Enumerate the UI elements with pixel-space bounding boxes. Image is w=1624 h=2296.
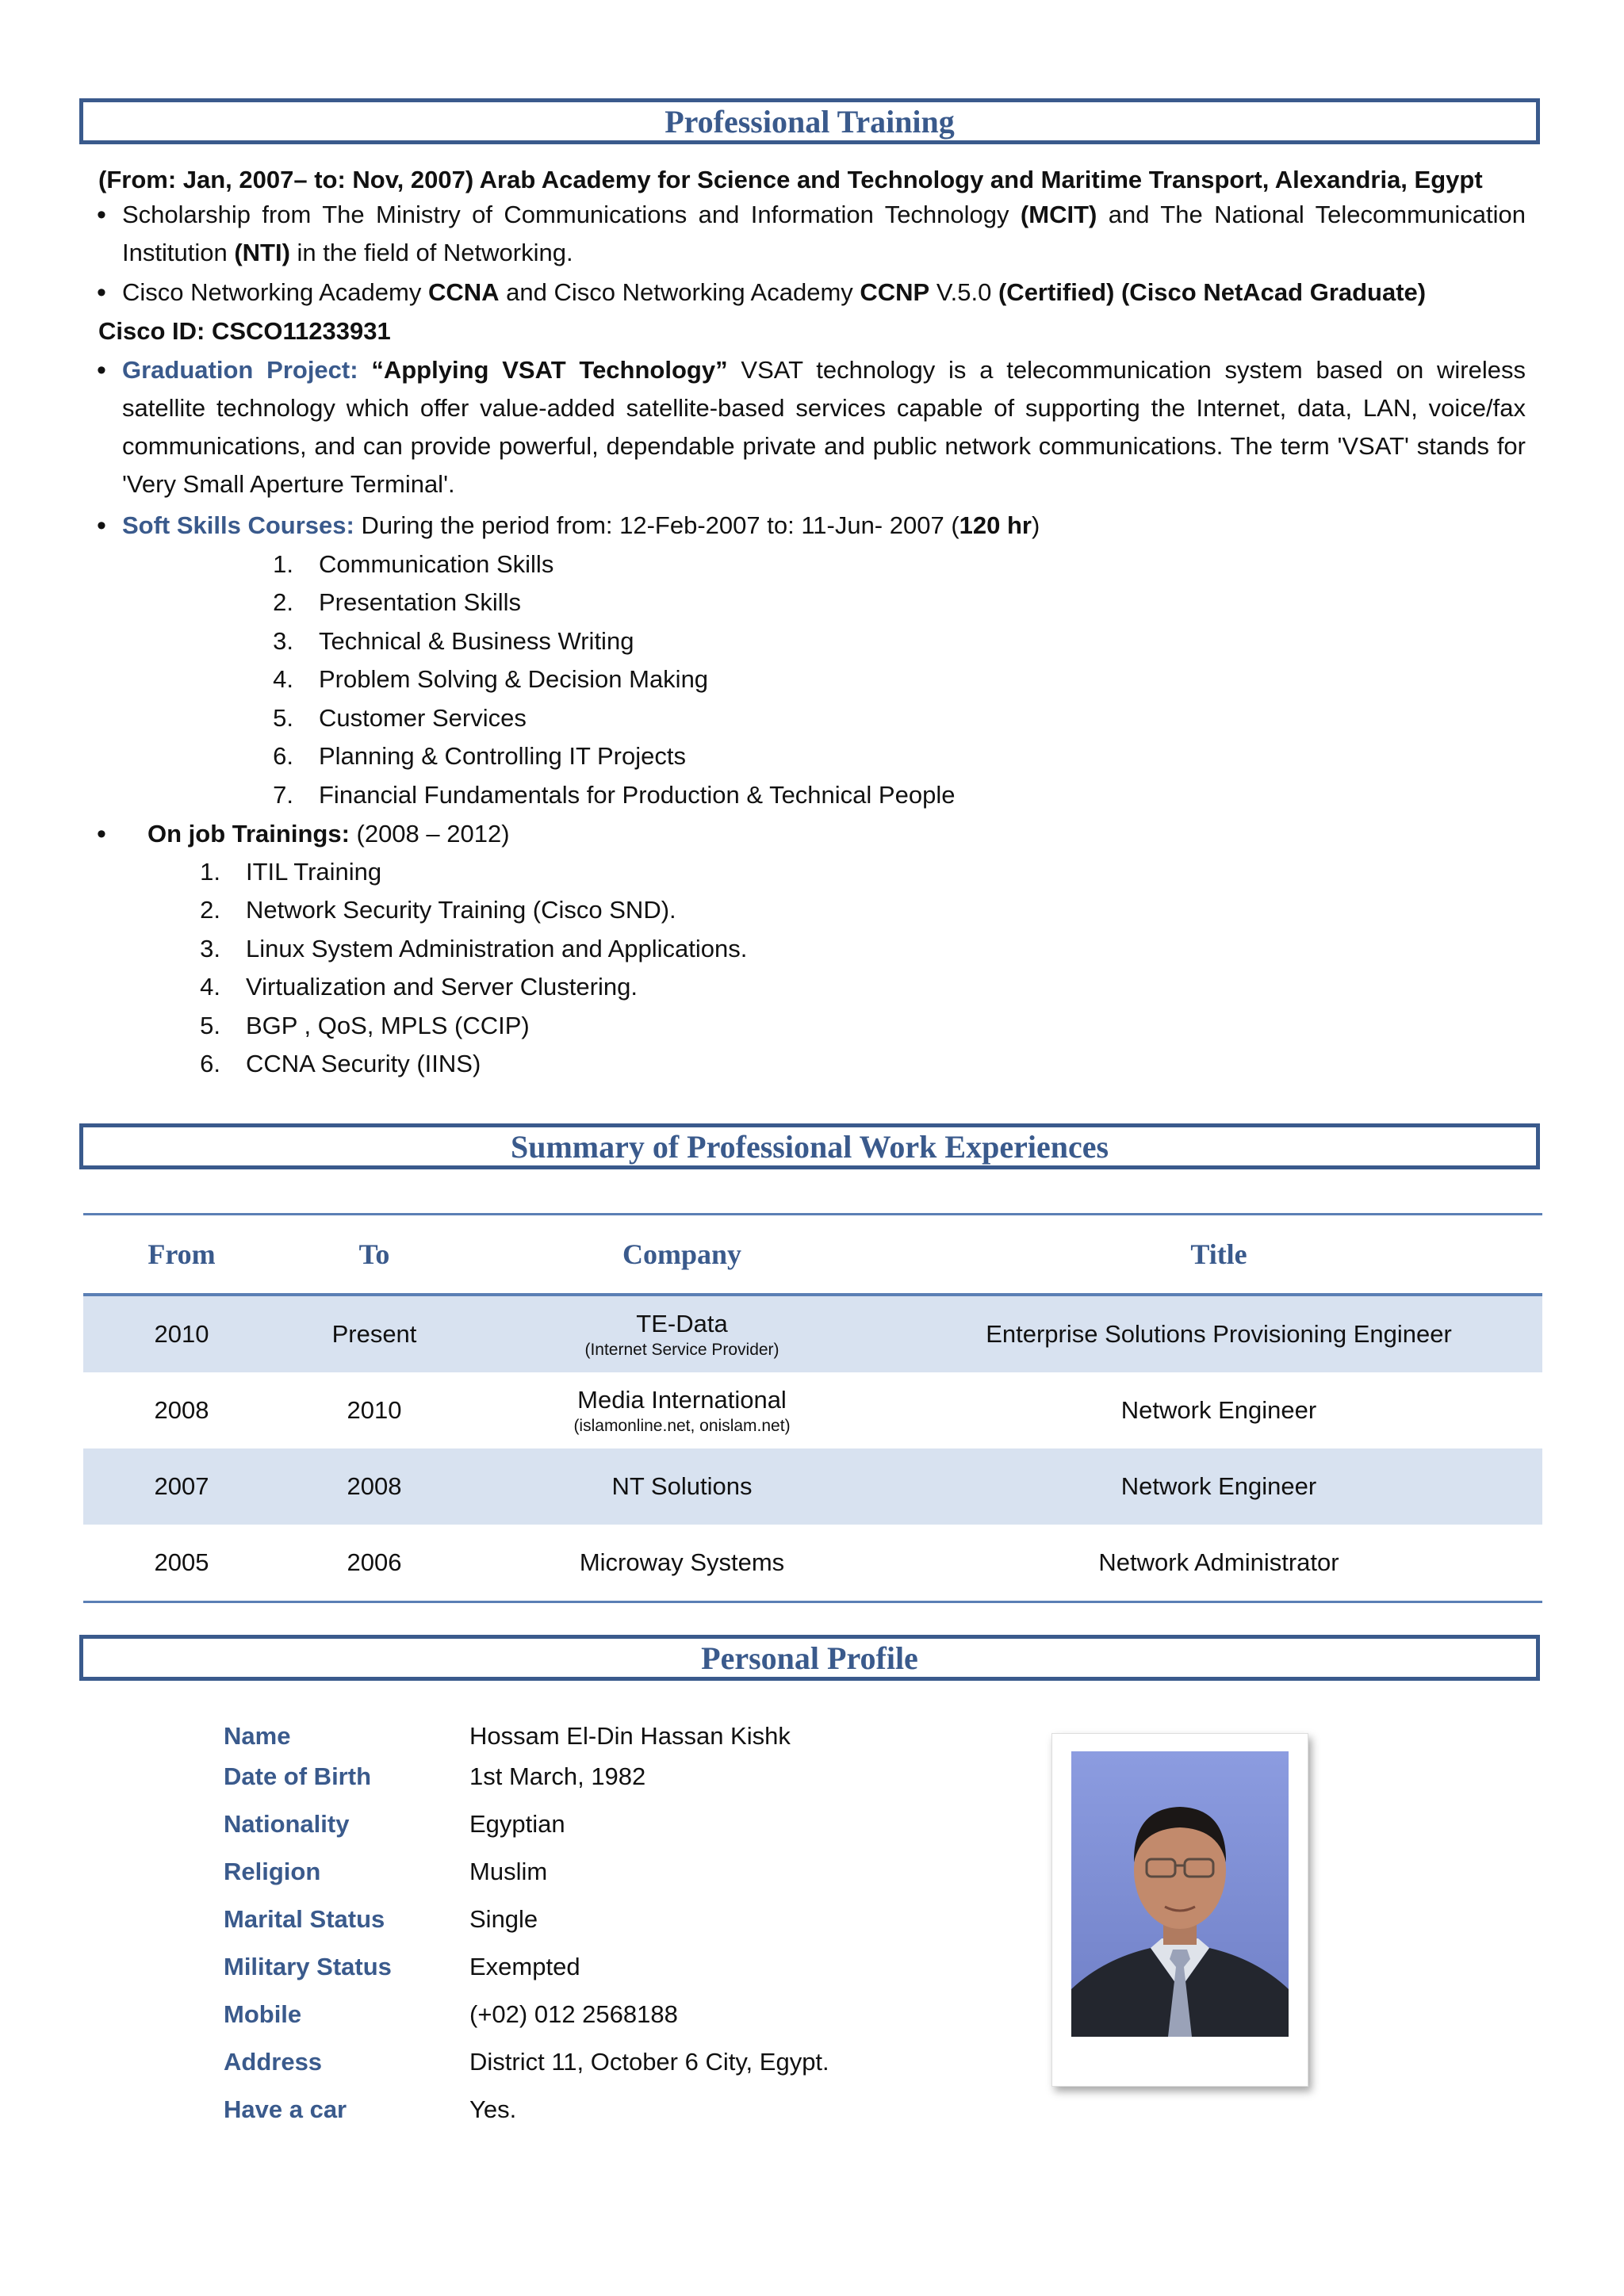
profile-value-religion: Muslim	[469, 1858, 548, 1885]
table-row	[83, 1448, 1542, 1525]
column-header-to: To	[280, 1215, 469, 1295]
list-item: Technical & Business Writing	[319, 627, 634, 655]
bullet-icon: •	[97, 200, 106, 230]
cell-from: 2010	[83, 1295, 280, 1372]
profile-photo	[1071, 1751, 1289, 2037]
list-item: Communication Skills	[319, 550, 554, 578]
list-number: 7.	[273, 781, 293, 809]
profile-label-military-status: Military Status	[224, 1953, 392, 1980]
table-header-row	[83, 1215, 1542, 1295]
cell-company	[469, 1295, 895, 1372]
profile-label-mobile: Mobile	[224, 2000, 302, 2028]
list-number: 3.	[200, 935, 220, 962]
column-header-title: Title	[895, 1215, 1542, 1295]
list-number: 5.	[200, 1012, 220, 1039]
profile-value-dob: 1st March, 1982	[469, 1762, 646, 1790]
list-number: 2.	[273, 588, 293, 616]
on-job-trainings-text: On job Trainings: (2008 – 2012)	[147, 820, 510, 848]
cell-title: Enterprise Solutions Provisioning Engineer	[895, 1295, 1542, 1372]
list-item: Customer Services	[319, 704, 527, 732]
profile-label-nationality: Nationality	[224, 1810, 350, 1838]
list-number: 6.	[200, 1050, 220, 1077]
list-number: 6.	[273, 742, 293, 770]
cell-title: Network Engineer	[1120, 1396, 1317, 1424]
company-note: (islamonline.net, onislam.net)	[573, 1417, 791, 1435]
company-name: Media International	[577, 1386, 787, 1414]
column-header-from: From	[83, 1215, 280, 1295]
list-item: Presentation Skills	[319, 588, 522, 616]
cisco-id: Cisco ID: CSCO11233931	[98, 317, 391, 345]
profile-value-military-status: Exempted	[469, 1953, 580, 1980]
cell-company	[469, 1372, 895, 1448]
section-title-training: Professional Training	[79, 98, 1540, 144]
experience-table	[83, 1213, 1542, 1603]
bullet-icon: •	[97, 819, 106, 849]
list-number: 2.	[200, 896, 220, 924]
soft-skills-text: Soft Skills Courses: During the period from: 12-Feb-2007 to: 11-Jun- 2007 (120 hr)	[122, 511, 1040, 539]
profile-label-car: Have a car	[224, 2095, 347, 2123]
profile-label-marital-status: Marital Status	[224, 1905, 385, 1933]
list-number: 5.	[273, 704, 293, 732]
profile-photo-frame	[1051, 1733, 1308, 2087]
list-number: 3.	[273, 627, 293, 655]
graduation-project-text: Graduation Project: “Applying VSAT Technology” VSAT technology is a telecommunication system based on wireless satellite technology which offer value-added satellite-based services capable of supporting the Internet, data, LAN, voice/fax communications, and can provide powerful, dependable private and public network communications. The term 'VSAT' stands for 'Very Small Aperture Terminal'.	[122, 356, 1526, 498]
profile-value-car: Yes.	[469, 2095, 517, 2123]
table-row	[83, 1295, 1542, 1372]
list-number: 4.	[273, 665, 293, 693]
cell-from: 2007	[83, 1448, 280, 1525]
list-number: 1.	[273, 550, 293, 578]
list-number: 1.	[200, 858, 220, 886]
list-item: CCNA Security (IINS)	[246, 1050, 481, 1077]
section-title-profile: Personal Profile	[79, 1635, 1540, 1681]
profile-label-address: Address	[224, 2048, 323, 2076]
profile-value-address: District 11, October 6 City, Egypt.	[469, 2048, 829, 2076]
cell-to: Present	[280, 1295, 469, 1372]
cell-from: 2005	[83, 1525, 280, 1602]
table-row	[83, 1525, 1542, 1602]
training-period-line: (From: Jan, 2007– to: Nov, 2007) Arab Academy for Science and Technology and Maritime Transport, Alexandria, Egypt	[98, 166, 1483, 193]
cell-from: 2008	[154, 1396, 209, 1424]
table-row	[83, 1372, 1542, 1448]
cell-title: Network Engineer	[895, 1448, 1542, 1525]
bullet-icon: •	[97, 277, 106, 308]
cell-company: NT Solutions	[469, 1448, 895, 1525]
scholarship-text: Scholarship from The Ministry of Communications and Information Technology (MCIT) and The National Telecommunication Institution (NTI) in the field of Networking.	[122, 201, 1526, 266]
profile-value-mobile: (+02) 012 2568188	[469, 2000, 678, 2028]
cisco-academy-text: Cisco Networking Academy CCNA and Cisco Networking Academy CCNP V.5.0 (Certified) (Cisco NetAcad Graduate)	[122, 278, 1427, 306]
list-item: Planning & Controlling IT Projects	[319, 742, 686, 770]
list-number: 4.	[200, 973, 220, 1001]
profile-label-religion: Religion	[224, 1858, 321, 1885]
profile-value-nationality: Egyptian	[469, 1810, 565, 1838]
cell-company: Microway Systems	[469, 1525, 895, 1602]
column-header-company: Company	[469, 1215, 895, 1295]
company-name: TE-Data	[636, 1310, 728, 1337]
profile-value-name: Hossam El-Din Hassan Kishk	[469, 1722, 791, 1750]
list-item: ITIL Training	[246, 858, 382, 886]
profile-label-dob: Date of Birth	[224, 1762, 371, 1790]
list-item: Problem Solving & Decision Making	[319, 665, 709, 693]
list-item: Virtualization and Server Clustering.	[246, 973, 638, 1001]
cell-title: Network Administrator	[895, 1525, 1542, 1602]
bullet-icon: •	[97, 511, 106, 541]
cell-to: 2010	[347, 1396, 402, 1424]
list-item: Financial Fundamentals for Production & Technical People	[319, 781, 956, 809]
list-item: Linux System Administration and Applications.	[246, 935, 748, 962]
profile-value-marital-status: Single	[469, 1905, 538, 1933]
list-item: BGP , QoS, MPLS (CCIP)	[246, 1012, 530, 1039]
cell-to: 2006	[280, 1525, 469, 1602]
list-item: Network Security Training (Cisco SND).	[246, 896, 676, 924]
company-note: (Internet Service Provider)	[584, 1341, 779, 1359]
bullet-icon: •	[97, 355, 106, 385]
cell-to: 2008	[280, 1448, 469, 1525]
profile-label-name: Name	[224, 1722, 291, 1750]
section-title-experience: Summary of Professional Work Experiences	[79, 1123, 1540, 1169]
